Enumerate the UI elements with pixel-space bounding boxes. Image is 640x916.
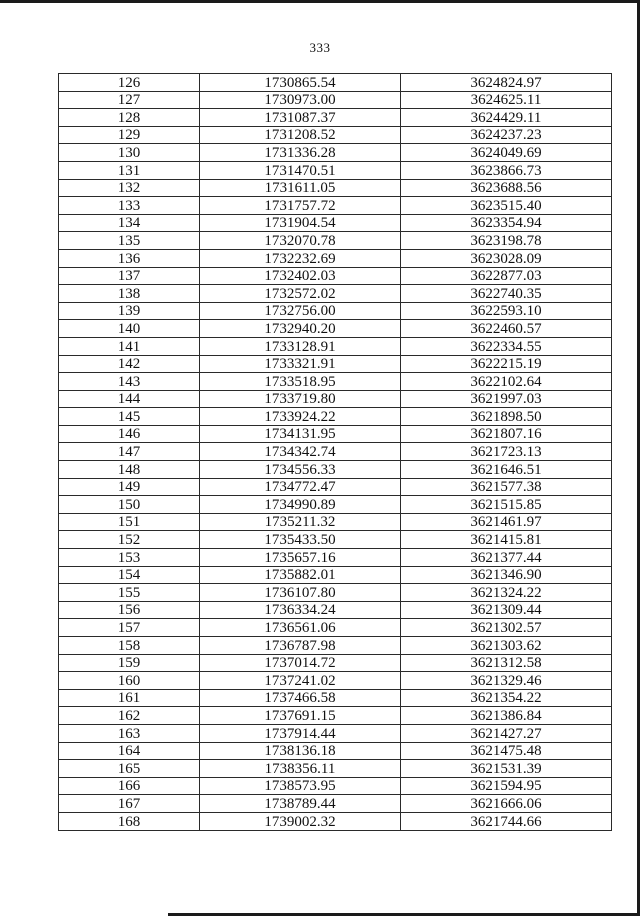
table-row xyxy=(59,214,612,232)
table-row xyxy=(59,601,612,619)
point-number-cell: 133 xyxy=(59,197,200,215)
point-number-cell: 136 xyxy=(59,249,200,267)
point-number-cell: 159 xyxy=(59,654,200,672)
y-coordinate-cell: 3621666.06 xyxy=(401,795,612,813)
y-coordinate-cell: 3621377.44 xyxy=(401,549,612,567)
x-coordinate-cell: 1732402.03 xyxy=(200,267,401,285)
point-number-cell: 143 xyxy=(59,373,200,391)
x-coordinate-cell: 1734131.95 xyxy=(200,425,401,443)
scan-border-top xyxy=(0,0,640,3)
table-row xyxy=(59,179,612,197)
table-row xyxy=(59,109,612,127)
point-number-cell: 165 xyxy=(59,760,200,778)
y-coordinate-cell: 3621329.46 xyxy=(401,672,612,690)
x-coordinate-cell: 1735211.32 xyxy=(200,513,401,531)
point-number-cell: 167 xyxy=(59,795,200,813)
point-number-cell: 155 xyxy=(59,584,200,602)
y-coordinate-cell: 3623866.73 xyxy=(401,161,612,179)
point-number-cell: 130 xyxy=(59,144,200,162)
table-row xyxy=(59,478,612,496)
x-coordinate-cell: 1736787.98 xyxy=(200,637,401,655)
x-coordinate-cell: 1732070.78 xyxy=(200,232,401,250)
point-number-cell: 129 xyxy=(59,126,200,144)
y-coordinate-cell: 3621324.22 xyxy=(401,584,612,602)
table-row xyxy=(59,232,612,250)
point-number-cell: 158 xyxy=(59,637,200,655)
table-row xyxy=(59,707,612,725)
x-coordinate-cell: 1731336.28 xyxy=(200,144,401,162)
y-coordinate-cell: 3621515.85 xyxy=(401,496,612,514)
y-coordinate-cell: 3621346.90 xyxy=(401,566,612,584)
x-coordinate-cell: 1737914.44 xyxy=(200,724,401,742)
point-number-cell: 135 xyxy=(59,232,200,250)
table-row xyxy=(59,443,612,461)
table-row xyxy=(59,549,612,567)
x-coordinate-cell: 1737691.15 xyxy=(200,707,401,725)
table-row xyxy=(59,320,612,338)
y-coordinate-cell: 3621744.66 xyxy=(401,812,612,830)
x-coordinate-cell: 1732572.02 xyxy=(200,285,401,303)
point-number-cell: 138 xyxy=(59,285,200,303)
table-row xyxy=(59,408,612,426)
x-coordinate-cell: 1732756.00 xyxy=(200,302,401,320)
table-row xyxy=(59,197,612,215)
table-row xyxy=(59,777,612,795)
point-number-cell: 139 xyxy=(59,302,200,320)
table-row xyxy=(59,513,612,531)
y-coordinate-cell: 3621531.39 xyxy=(401,760,612,778)
point-number-cell: 131 xyxy=(59,161,200,179)
table-row xyxy=(59,425,612,443)
x-coordinate-cell: 1736107.80 xyxy=(200,584,401,602)
table-row xyxy=(59,390,612,408)
point-number-cell: 137 xyxy=(59,267,200,285)
y-coordinate-cell: 3623354.94 xyxy=(401,214,612,232)
y-coordinate-cell: 3623688.56 xyxy=(401,179,612,197)
y-coordinate-cell: 3624049.69 xyxy=(401,144,612,162)
table-row xyxy=(59,584,612,602)
table-row xyxy=(59,461,612,479)
y-coordinate-cell: 3622102.64 xyxy=(401,373,612,391)
point-number-cell: 164 xyxy=(59,742,200,760)
y-coordinate-cell: 3621461.97 xyxy=(401,513,612,531)
y-coordinate-cell: 3621354.22 xyxy=(401,689,612,707)
table-row xyxy=(59,249,612,267)
x-coordinate-cell: 1738356.11 xyxy=(200,760,401,778)
y-coordinate-cell: 3621997.03 xyxy=(401,390,612,408)
x-coordinate-cell: 1735433.50 xyxy=(200,531,401,549)
point-number-cell: 127 xyxy=(59,91,200,109)
y-coordinate-cell: 3622593.10 xyxy=(401,302,612,320)
table-row xyxy=(59,672,612,690)
point-number-cell: 168 xyxy=(59,812,200,830)
point-number-cell: 162 xyxy=(59,707,200,725)
table-row xyxy=(59,689,612,707)
x-coordinate-cell: 1738789.44 xyxy=(200,795,401,813)
x-coordinate-cell: 1737014.72 xyxy=(200,654,401,672)
table-row xyxy=(59,619,612,637)
y-coordinate-cell: 3622877.03 xyxy=(401,267,612,285)
point-number-cell: 154 xyxy=(59,566,200,584)
x-coordinate-cell: 1738136.18 xyxy=(200,742,401,760)
page-number: 333 xyxy=(309,40,331,55)
x-coordinate-cell: 1735657.16 xyxy=(200,549,401,567)
y-coordinate-cell: 3622740.35 xyxy=(401,285,612,303)
y-coordinate-cell: 3621427.27 xyxy=(401,724,612,742)
table-row xyxy=(59,302,612,320)
point-number-cell: 132 xyxy=(59,179,200,197)
y-coordinate-cell: 3623198.78 xyxy=(401,232,612,250)
table-row xyxy=(59,355,612,373)
y-coordinate-cell: 3624824.97 xyxy=(401,74,612,92)
x-coordinate-cell: 1734990.89 xyxy=(200,496,401,514)
x-coordinate-cell: 1730973.00 xyxy=(200,91,401,109)
point-number-cell: 157 xyxy=(59,619,200,637)
x-coordinate-cell: 1736334.24 xyxy=(200,601,401,619)
x-coordinate-cell: 1733518.95 xyxy=(200,373,401,391)
table-row xyxy=(59,566,612,584)
table-row xyxy=(59,126,612,144)
x-coordinate-cell: 1738573.95 xyxy=(200,777,401,795)
x-coordinate-cell: 1736561.06 xyxy=(200,619,401,637)
y-coordinate-cell: 3621415.81 xyxy=(401,531,612,549)
table-row xyxy=(59,285,612,303)
y-coordinate-cell: 3621807.16 xyxy=(401,425,612,443)
table-row xyxy=(59,654,612,672)
point-number-cell: 151 xyxy=(59,513,200,531)
point-number-cell: 141 xyxy=(59,337,200,355)
x-coordinate-cell: 1731087.37 xyxy=(200,109,401,127)
y-coordinate-cell: 3624429.11 xyxy=(401,109,612,127)
point-number-cell: 144 xyxy=(59,390,200,408)
y-coordinate-cell: 3621898.50 xyxy=(401,408,612,426)
y-coordinate-cell: 3622334.55 xyxy=(401,337,612,355)
point-number-cell: 150 xyxy=(59,496,200,514)
y-coordinate-cell: 3621386.84 xyxy=(401,707,612,725)
y-coordinate-cell: 3621303.62 xyxy=(401,637,612,655)
point-number-cell: 126 xyxy=(59,74,200,92)
point-number-cell: 145 xyxy=(59,408,200,426)
y-coordinate-cell: 3623515.40 xyxy=(401,197,612,215)
y-coordinate-cell: 3621577.38 xyxy=(401,478,612,496)
coordinates-table-body xyxy=(59,74,612,831)
table-row xyxy=(59,637,612,655)
point-number-cell: 148 xyxy=(59,461,200,479)
x-coordinate-cell: 1733924.22 xyxy=(200,408,401,426)
point-number-cell: 146 xyxy=(59,425,200,443)
y-coordinate-cell: 3624237.23 xyxy=(401,126,612,144)
x-coordinate-cell: 1734556.33 xyxy=(200,461,401,479)
x-coordinate-cell: 1739002.32 xyxy=(200,812,401,830)
y-coordinate-cell: 3621302.57 xyxy=(401,619,612,637)
table-row xyxy=(59,795,612,813)
y-coordinate-cell: 3623028.09 xyxy=(401,249,612,267)
table-row xyxy=(59,724,612,742)
point-number-cell: 166 xyxy=(59,777,200,795)
x-coordinate-cell: 1731757.72 xyxy=(200,197,401,215)
table-row xyxy=(59,161,612,179)
point-number-cell: 161 xyxy=(59,689,200,707)
x-coordinate-cell: 1732940.20 xyxy=(200,320,401,338)
x-coordinate-cell: 1733128.91 xyxy=(200,337,401,355)
table-row xyxy=(59,812,612,830)
table-row xyxy=(59,373,612,391)
y-coordinate-cell: 3621312.58 xyxy=(401,654,612,672)
point-number-cell: 142 xyxy=(59,355,200,373)
table-row xyxy=(59,337,612,355)
x-coordinate-cell: 1731470.51 xyxy=(200,161,401,179)
y-coordinate-cell: 3621475.48 xyxy=(401,742,612,760)
x-coordinate-cell: 1734772.47 xyxy=(200,478,401,496)
point-number-cell: 160 xyxy=(59,672,200,690)
point-number-cell: 134 xyxy=(59,214,200,232)
point-number-cell: 152 xyxy=(59,531,200,549)
x-coordinate-cell: 1735882.01 xyxy=(200,566,401,584)
y-coordinate-cell: 3621723.13 xyxy=(401,443,612,461)
x-coordinate-cell: 1737241.02 xyxy=(200,672,401,690)
point-number-cell: 128 xyxy=(59,109,200,127)
table-row xyxy=(59,742,612,760)
point-number-cell: 156 xyxy=(59,601,200,619)
x-coordinate-cell: 1730865.54 xyxy=(200,74,401,92)
table-row xyxy=(59,91,612,109)
x-coordinate-cell: 1731208.52 xyxy=(200,126,401,144)
x-coordinate-cell: 1731611.05 xyxy=(200,179,401,197)
table-row xyxy=(59,531,612,549)
x-coordinate-cell: 1733719.80 xyxy=(200,390,401,408)
y-coordinate-cell: 3621309.44 xyxy=(401,601,612,619)
y-coordinate-cell: 3624625.11 xyxy=(401,91,612,109)
x-coordinate-cell: 1731904.54 xyxy=(200,214,401,232)
point-number-cell: 140 xyxy=(59,320,200,338)
coordinates-table xyxy=(58,73,612,831)
table-row xyxy=(59,267,612,285)
point-number-cell: 149 xyxy=(59,478,200,496)
y-coordinate-cell: 3621594.95 xyxy=(401,777,612,795)
x-coordinate-cell: 1737466.58 xyxy=(200,689,401,707)
point-number-cell: 163 xyxy=(59,724,200,742)
y-coordinate-cell: 3621646.51 xyxy=(401,461,612,479)
x-coordinate-cell: 1732232.69 xyxy=(200,249,401,267)
y-coordinate-cell: 3622215.19 xyxy=(401,355,612,373)
table-row xyxy=(59,496,612,514)
table-row xyxy=(59,144,612,162)
table-row xyxy=(59,760,612,778)
point-number-cell: 153 xyxy=(59,549,200,567)
x-coordinate-cell: 1733321.91 xyxy=(200,355,401,373)
x-coordinate-cell: 1734342.74 xyxy=(200,443,401,461)
point-number-cell: 147 xyxy=(59,443,200,461)
y-coordinate-cell: 3622460.57 xyxy=(401,320,612,338)
table-row xyxy=(59,74,612,92)
